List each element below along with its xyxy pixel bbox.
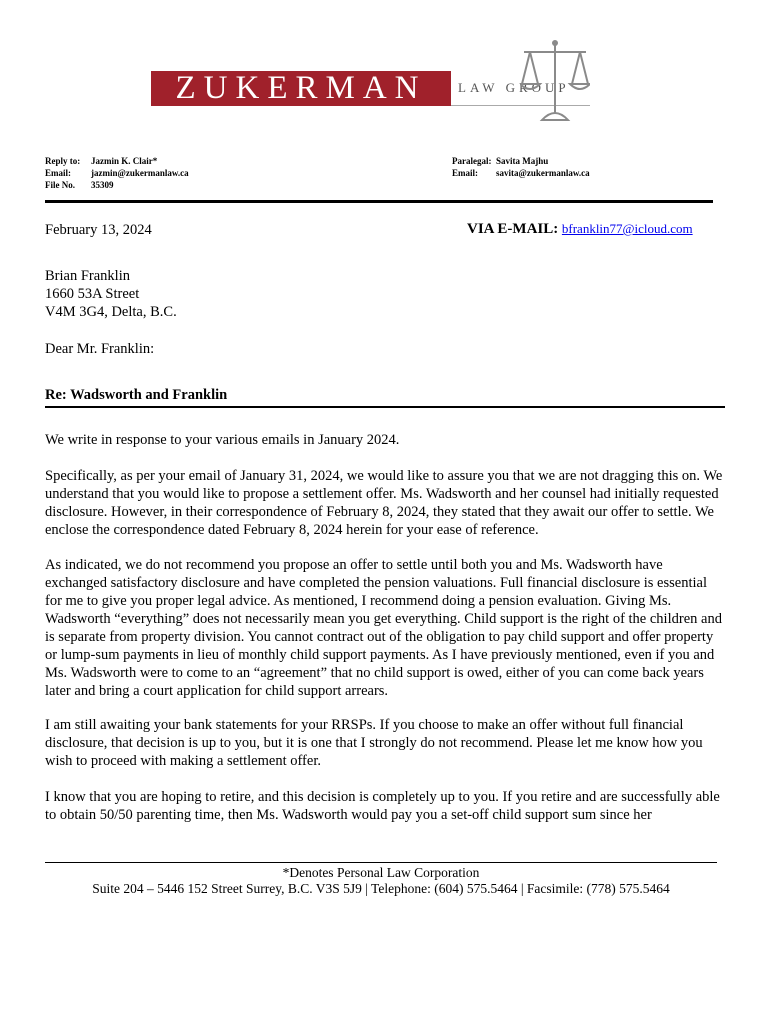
meta-key: Email:	[452, 168, 478, 178]
recipient-address	[45, 267, 177, 321]
firm-name: ZUKERMAN	[175, 70, 427, 106]
meta-value: 35309	[91, 180, 114, 190]
meta-value: Jazmin K. Clair*	[91, 156, 158, 166]
meta-value: jazmin@zukermanlaw.ca	[91, 168, 189, 178]
recipient-street: 1660 53A Street	[45, 286, 140, 302]
reply-to-block	[45, 155, 189, 191]
meta-value: savita@zukermanlaw.ca	[496, 168, 590, 178]
paragraph: Specifically, as per your email of January 31, 2024, we would like to assure you that we are not dragging this on. We understand that you would like to propose a settlement offer. Ms. Wadsworth and her counsel had initially requested disclosure. However, in their correspondence of February 8, 2024, they stated that they await our offer to settle. We enclose the correspondence dated February 8, 2024 herein for your ease of reference.	[45, 468, 723, 538]
paralegal-block	[452, 155, 590, 179]
firm-subtitle: LAW GROUP	[458, 80, 570, 95]
meta-key: Email:	[45, 168, 71, 178]
via-label: VIA E-MAIL:	[467, 221, 559, 237]
paragraph: We write in response to your various emails in January 2024.	[45, 432, 400, 448]
recipient-city: V4M 3G4, Delta, B.C.	[45, 304, 177, 320]
meta-value: Savita Majhu	[496, 156, 549, 166]
paragraph: I know that you are hoping to retire, and this decision is completely up to you. If you retire and are successfully able to obtain 50/50 parenting time, then Ms. Wadsworth would pay you a set-off child support sum since her	[45, 789, 720, 823]
meta-key: File No.	[45, 180, 75, 190]
letter-date: February 13, 2024	[45, 222, 152, 238]
footer-note: *Denotes Personal Law Corporation	[282, 865, 480, 880]
recipient-name: Brian Franklin	[45, 268, 130, 284]
footer-address: Suite 204 – 5446 152 Street Surrey, B.C. V3S 5J9 | Telephone: (604) 575.5464 | Facsimile: (778) 575.5464	[92, 881, 670, 896]
firm-logo-banner	[151, 71, 451, 106]
meta-key: Reply to:	[45, 156, 81, 166]
via-email-line	[467, 220, 693, 238]
paragraph: I am still awaiting your bank statements for your RRSPs. If you choose to make an offer without full financial disclosure, that decision is up to you, but it is one that I strongly do not recommend. Please let me know how you wish to proceed with making a settlement offer.	[45, 717, 703, 769]
footer-divider	[45, 862, 717, 863]
re-line: Re: Wadsworth and Franklin	[45, 386, 725, 408]
header-divider	[45, 200, 713, 203]
meta-key: Paralegal:	[452, 156, 492, 166]
scales-of-justice-icon	[520, 38, 590, 122]
salutation: Dear Mr. Franklin:	[45, 341, 155, 357]
paragraph: As indicated, we do not recommend you propose an offer to settle until both you and Ms. Wadsworth have exchanged satisfactory disclosure and have completed the pension valuations. Full financial disclosure is essential for me to give you proper legal advice. As mentioned, I recommend doing a pension evaluation. Giving Ms. Wadsworth “everything” does not necessarily mean you get everything. Child support is the right of the children and is separate from property division. You cannot contract out of the obligation to pay child support and offer property or lump-sum payments in lieu of monthly child support payments. As I have previously mentioned, even if you and Ms. Wadsworth were to come to an “agreement” that no child support is owed, either of you can come back years later and bring a court application for child support arrears.	[45, 557, 722, 699]
recipient-email-link[interactable]: bfranklin77@icloud.com	[561, 221, 693, 236]
